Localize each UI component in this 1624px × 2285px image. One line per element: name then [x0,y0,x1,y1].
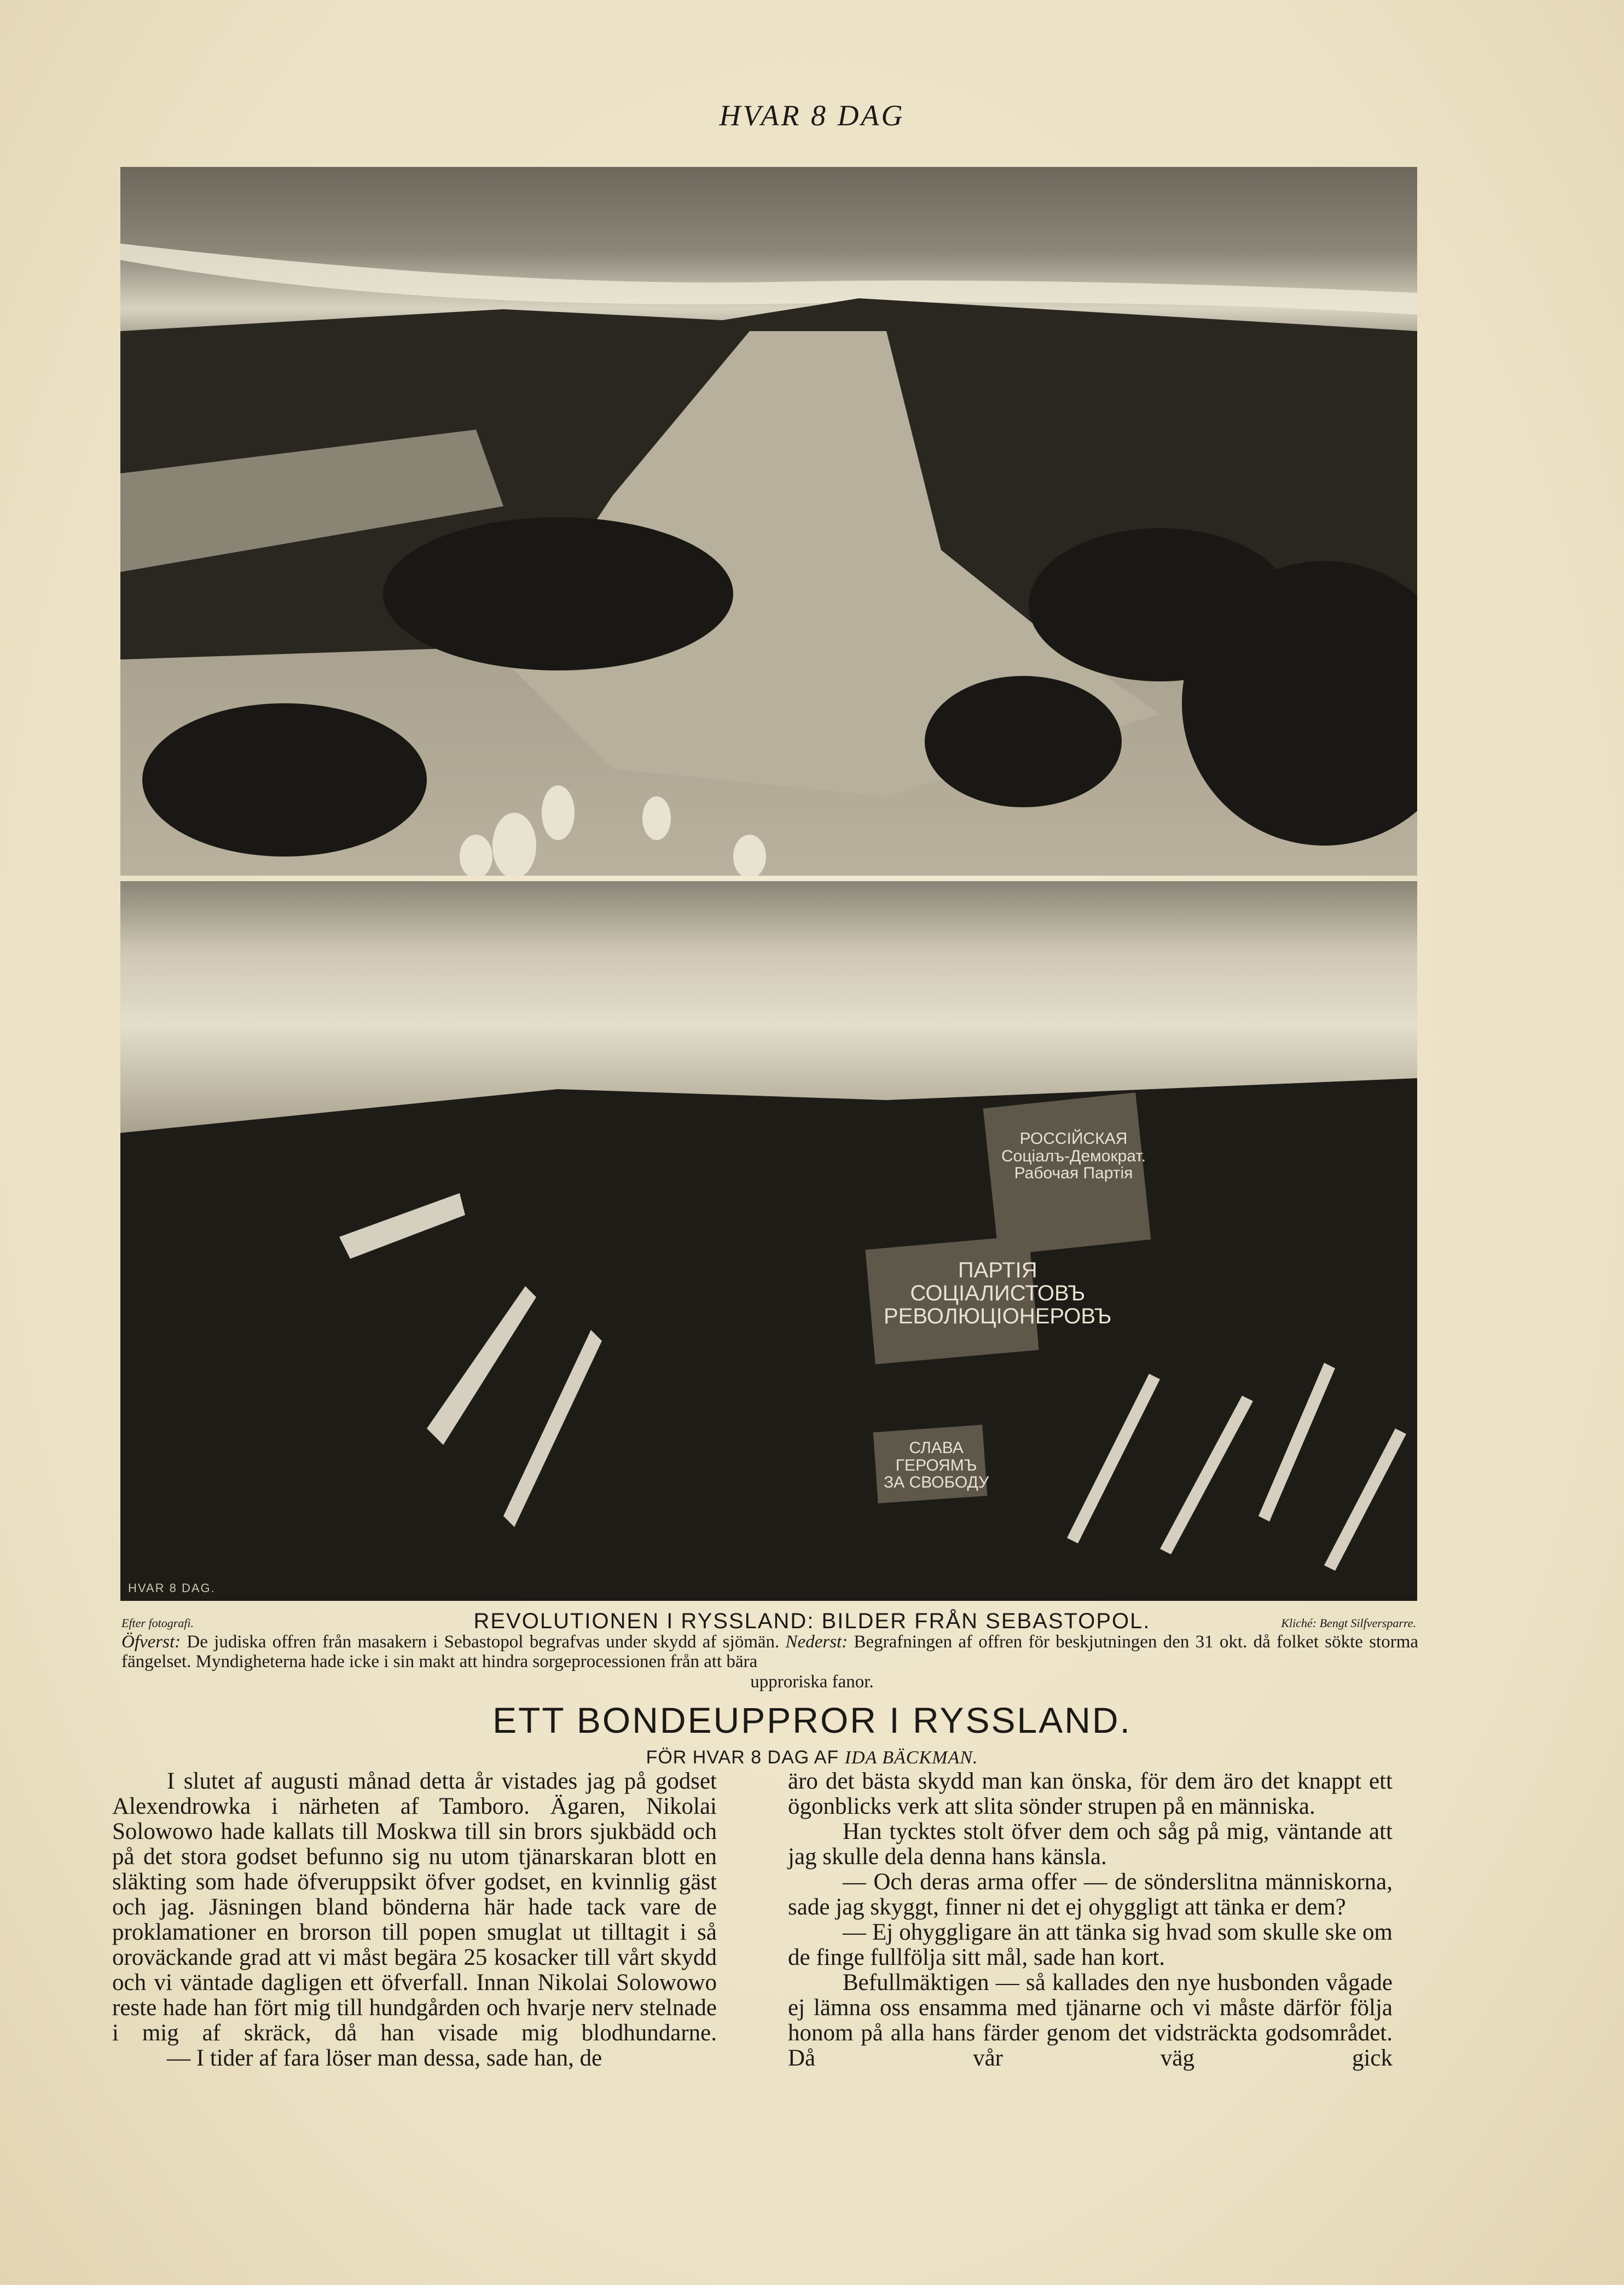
paragraph: äro det bästa skydd man kan önska, för dem äro det knappt ett ögonblicks verk att slita sönder strupen på en människa. [788,1768,1393,1819]
running-head: HVAR 8 DAG [719,99,905,132]
paragraph: — Ej ohyggligare än att tänka sig hvad som skulle ske om de finge fullfölja sitt mål, sade han kort. [788,1919,1393,1970]
paragraph: — I tider af fara löser man dessa, sade han, de [167,2045,602,2071]
article-column-left [112,1769,717,2071]
caption-label-bottom: Nederst: [785,1632,848,1652]
photo-watermark: HVAR 8 DAG. [128,1581,216,1595]
banner-russian-sd-party: РОССIЙСКАЯ Соцiалъ-Демократ. Рабочая Партiя [1001,1130,1146,1182]
article-title: ETT BONDEUPPROR I RYSSLAND. [492,1700,1132,1740]
photo-credit: Efter fotografi. [121,1616,194,1630]
photo-top-image [120,167,1417,876]
paragraph: Befullmäktigen — så kallades den nye husbonden vågade ej lämna oss ensamma med tjänarne och vi måste därför följa honom på alla hans färder genom det vidsträckta godsområdet. Då vår väg gick [788,1970,1393,2071]
paragraph: — Och deras arma offer — de sönderslitna människorna, sade jag skyggt, finner ni det ej ohyggligt att tänka er dem? [788,1869,1393,1920]
paragraph: I slutet af augusti månad detta år vistades jag på godset Alexendrowka i närheten af Tamboro. Ägaren, Nikolai Solowowo hade kallats till Moskwa till sin brors sjukbädd och på det stora godset befunno sig nu utom tjänarskaran blott en släkting som hade öfveruppsikt öfver godset, en kvinnlig gäst och jag. Jäsningen bland bönderna här hade tack vare de proklamationer en brorson till popen smuglat ut tilltagit i så oroväckande grad att vi måst begära 25 kosacker till vårt skydd och vi väntade dagligen ett öfverfall. Innan Nikolai Solowowo reste hade han fört mig till hundgården och hvarje nerv stelnade i mig af skräck, då han visade mig blodhundarne. [112,1768,717,2046]
byline-prefix: FÖR HVAR 8 DAG AF [646,1747,839,1768]
caption-label-top: Öfverst: [121,1632,181,1652]
byline [0,1747,1624,1768]
photo-top-funeral-procession [120,167,1417,876]
byline-author: IDA BÄCKMAN. [844,1748,978,1768]
paragraph: Han tycktes stolt öfver dem och såg på mig, väntande att jag skulle dela denna hans känsla. [788,1819,1393,1870]
caption-title: REVOLUTIONEN I RYSSLAND: BILDER FRÅN SEBASTOPOL. [473,1609,1151,1633]
caption-text-end: upproriska fanor. [750,1672,874,1692]
caption-body [121,1632,1418,1671]
photo-bottom-image [120,881,1417,1601]
article-column-right [788,1769,1393,2071]
caption-text-bottom: Begrafningen af offren för beskjutningen den 31 okt. då folket sökte storma fängelset. Myndigheterna hade icke i sin makt att hindra sorgeprocessionen från att bära [121,1632,1419,1671]
cliche-credit: Kliché: Bengt Silfversparre. [1281,1616,1416,1630]
banner-socialist-revolutionaries: ПАРТIЯ СОЦIАЛИСТОВЪ РЕВОЛЮЦIОНЕРОВЪ [884,1258,1112,1328]
banner-glory-heroes: СЛАВА ГЕРОЯМЪ ЗА СВОБОДУ [884,1439,989,1491]
photo-bottom-funeral-banners [120,881,1417,1601]
caption-text-top: De judiska offren från masakern i Sebastopol begrafvas under skydd af sjömän. [187,1632,780,1652]
